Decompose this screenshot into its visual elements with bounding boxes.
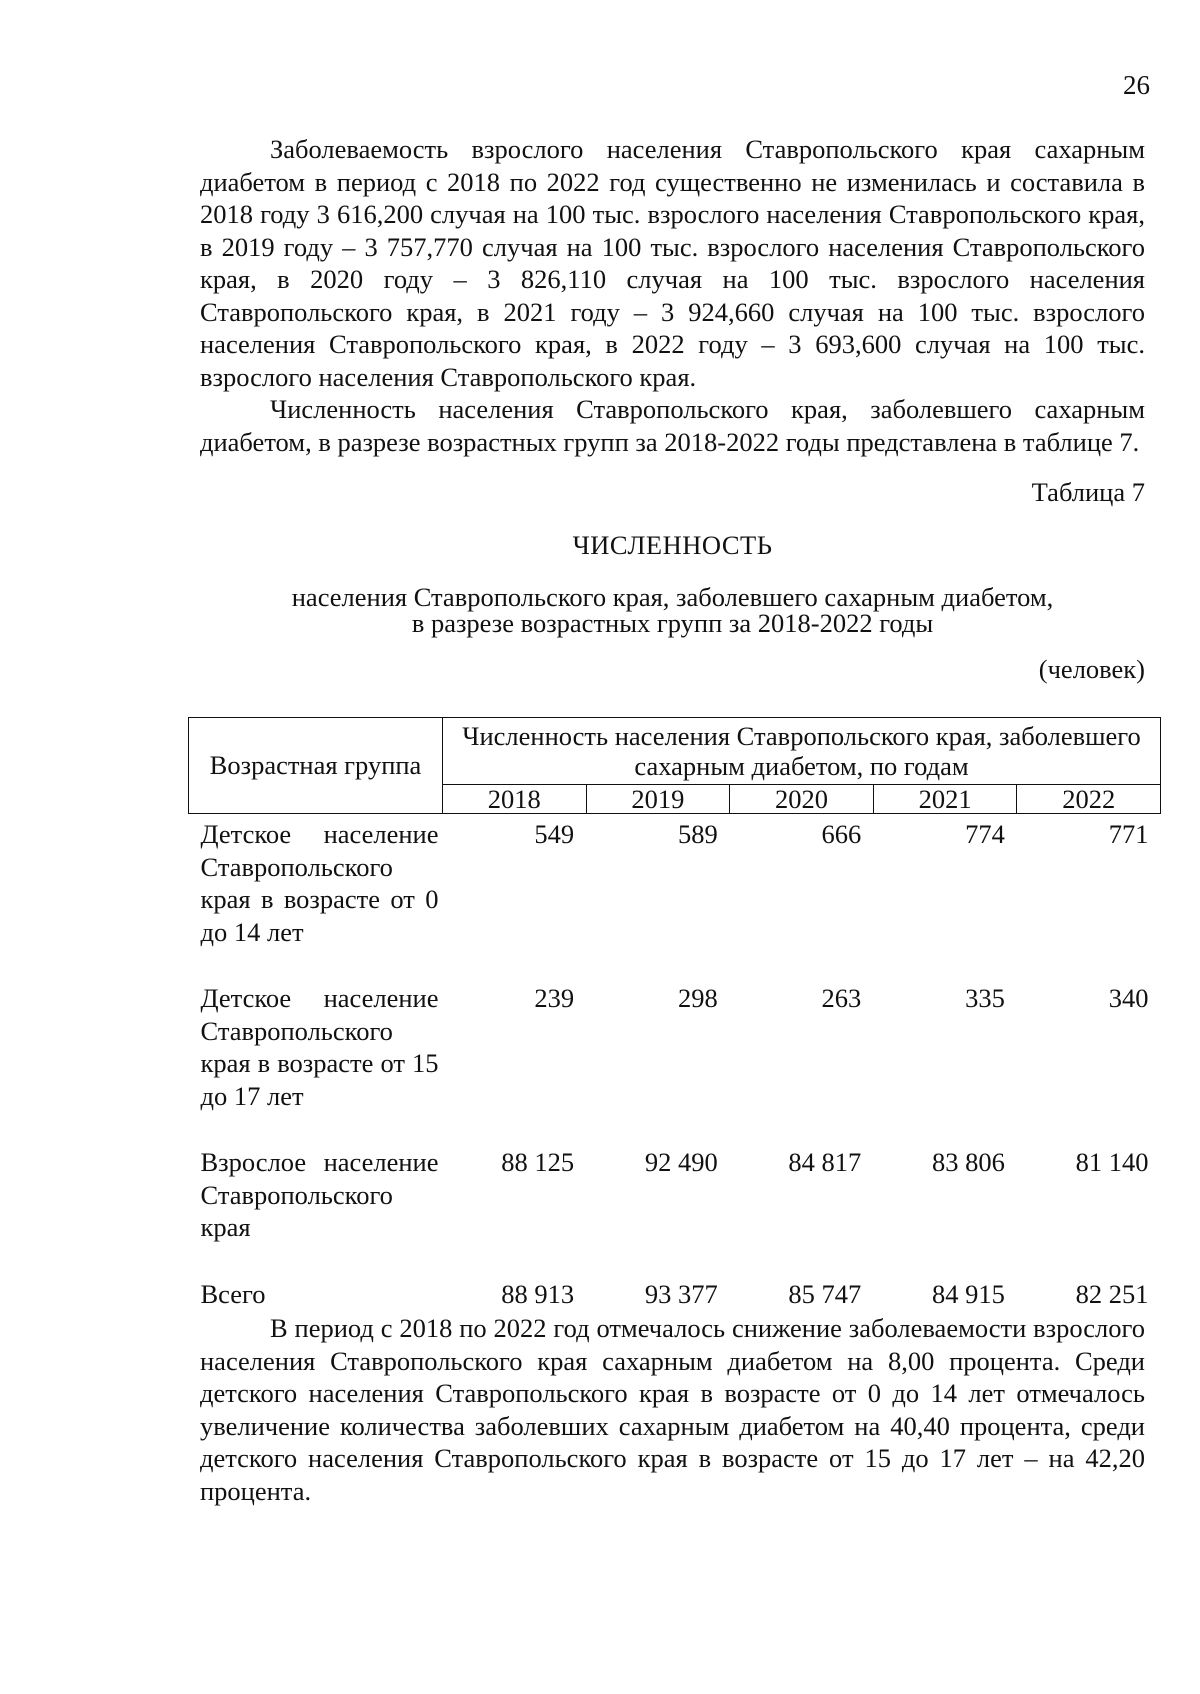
table-cell: 84 915 <box>932 1278 1005 1309</box>
table-label: Таблица 7 <box>1031 477 1145 507</box>
row-label: Всего <box>200 1278 266 1309</box>
document-body-after-table <box>200 1312 1145 1507</box>
page-number: 26 <box>1123 70 1150 100</box>
row-label: Детское население Ставропольского края в возрасте от 0 до 14 лет <box>200 819 439 947</box>
table-subtitle-line-1: населения Ставропольского края, заболевшего сахарным диабетом, <box>291 582 1054 612</box>
table-cell: 83 806 <box>932 1147 1005 1177</box>
table-row <box>189 814 1161 979</box>
header-year: 2018 <box>443 785 587 814</box>
table-cell: 92 490 <box>644 1147 718 1177</box>
row-label: Взрослое население Ставропольского края <box>200 1147 439 1242</box>
header-year: 2020 <box>730 785 874 814</box>
unit-label: (человек) <box>1038 654 1145 684</box>
table-cell: 84 817 <box>788 1147 862 1177</box>
table-cell: 82 251 <box>1075 1278 1149 1309</box>
table-cell: 589 <box>677 819 718 849</box>
table-cell: 774 <box>965 819 1005 849</box>
table-cell: 263 <box>821 983 862 1013</box>
paragraph-conclusion: В период с 2018 по 2022 год отмечалось снижение заболеваемости взрослого населения Ставропольского края сахарным диабетом на 8,00 процента. Среди детского населения Ставропольского края в возрасте от 0 до 14 лет отмечалось увеличение количества заболевших сахарным диабетом на 40,40 процента, среди детского населения Ставропольского края в возрасте от 15 до 17 лет – на 42,20 процента. <box>200 1313 1145 1506</box>
header-age-group: Возрастная группа <box>189 718 443 814</box>
table-cell: 549 <box>534 819 575 849</box>
table-cell: 88 913 <box>501 1278 575 1309</box>
table-cell: 81 140 <box>1075 1147 1149 1177</box>
table-cell: 239 <box>534 983 575 1013</box>
table-row <box>189 1142 1161 1274</box>
table-title: ЧИСЛЕННОСТЬ <box>572 529 773 560</box>
header-year: 2022 <box>1017 785 1161 814</box>
table-cell: 340 <box>1108 983 1149 1013</box>
document-body <box>200 133 1145 682</box>
diabetes-table <box>188 717 1161 1314</box>
paragraph-morbidity: Заболеваемость взрослого населения Ставропольского края сахарным диабетом в период с 2018 по 2022 год существенно не изменилась и составила в 2018 году 3 616,200 случая на 100 тыс. взрослого населения Ставропольского края, в 2019 году – 3 757,770 случая на 100 тыс. взрослого населения Ставропольского края, в 2020 году – 3 826,110 случая на 100 тыс. взрослого населения Ставропольского края, в 2021 году – 3 924,660 случая на 100 тыс. взрослого населения Ставропольского края, в 2022 году – 3 693,600 случая на 100 тыс. взрослого населения Ставропольского края. <box>200 134 1145 392</box>
table-cell: 93 377 <box>644 1278 718 1309</box>
table-cell: 771 <box>1108 819 1149 849</box>
table-cell: 335 <box>965 983 1005 1013</box>
table-row <box>189 978 1161 1142</box>
table-cell: 666 <box>821 819 862 849</box>
table-cell: 298 <box>677 983 718 1013</box>
header-year: 2019 <box>586 785 730 814</box>
paragraph-table-intro: Численность населения Ставропольского края, заболевшего сахарным диабетом, в разрезе возрастных групп за 2018-2022 годы представлена в таблице 7. <box>200 394 1145 457</box>
table-cell: 88 125 <box>501 1147 575 1177</box>
header-population-by-year: Численность населения Ставропольского края, заболевшего сахарным диабетом, по годам <box>443 718 1161 785</box>
table-row-total <box>189 1274 1161 1315</box>
header-year: 2021 <box>873 785 1017 814</box>
row-label: Детское население Ставропольского края в возрасте от 15 до 17 лет <box>200 983 439 1111</box>
table-subtitle-line-2: в разрезе возрастных групп за 2018-2022 годы <box>411 608 934 638</box>
table-subtitle <box>200 584 1145 636</box>
table-cell: 85 747 <box>788 1278 862 1309</box>
